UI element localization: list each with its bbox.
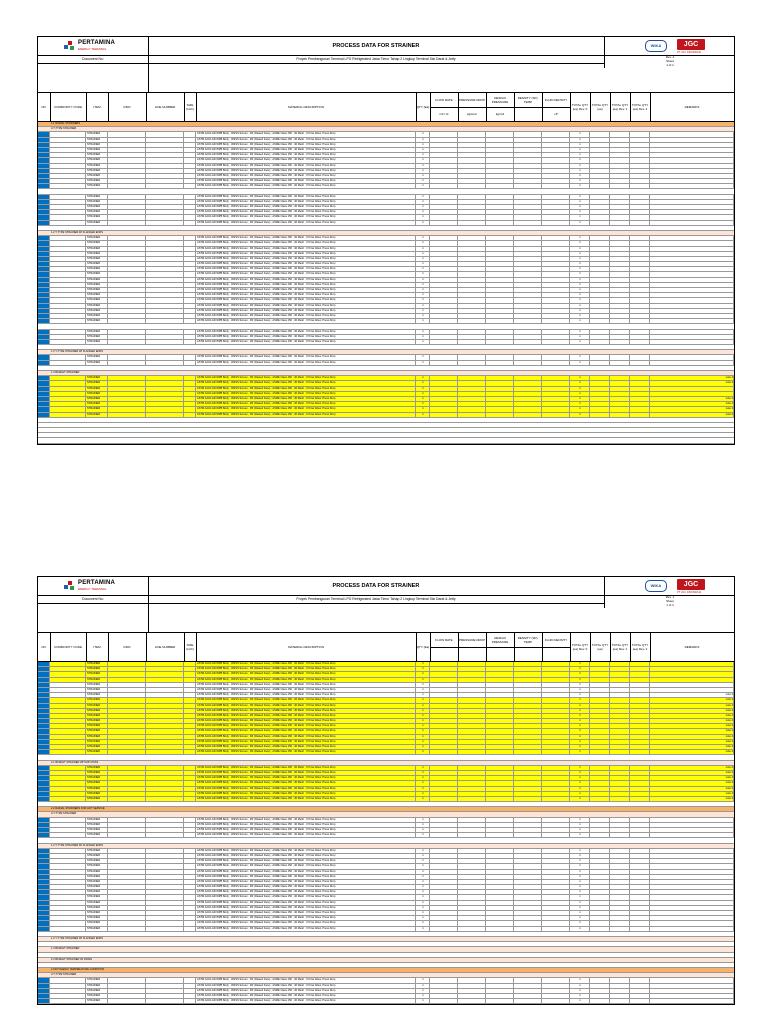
table-row: STRAINER ASTM A234-GR.WPB Body ; 304SS Screen ; RF (Raised Face) ; ASME Class 150 ; 40 Mesh ; 0.5 bar Allow. Press Drop 1 1: [38, 361, 734, 366]
table-row: STRAINER ASTM A234-GR.WPB Body ; 304SS Screen ; RF (Raised Face) ; ASME Class 150 ; 40 Mesh ; 0.5 bar Allow. Press Drop 1 1: [38, 823, 734, 828]
section-label: 2.1 BASKET STRAINER WITH BY-PASS: [51, 760, 99, 764]
table-row: STRAINER ASTM A234-GR.WPB Body ; 304SS Screen ; RF (Raised Face) ; ASME Class 150 ; 40 Mesh ; 0.5 bar Allow. Press Drop 1 1 note 4: [38, 787, 734, 792]
table-row: STRAINER ASTM A234-GR.WPB Body ; 304SS Screen ; RF (Raised Face) ; ASME Class 150 ; 40 Mesh ; 0.5 bar Allow. Press Drop 1 1 note 4: [38, 729, 734, 734]
table-row: STRAINER ASTM A234-GR.WPB Body ; 304SS Screen ; RF (Raised Face) ; ASME Class 150 ; 40 Mesh ; 0.5 bar Allow. Press Drop 1 1: [38, 200, 734, 205]
section-label: 1.3 Y-TYPE STRAINER W/ FLANGED ENDS: [51, 350, 104, 354]
table-row: STRAINER ASTM A234-GR.WPB Body ; 304SS Screen ; RF (Raised Face) ; ASME Class 150 ; 40 Mesh ; 0.5 bar Allow. Press Drop 1 1: [38, 392, 734, 397]
table-row: STRAINER ASTM A234-GR.WPB Body ; 304SS Screen ; RF (Raised Face) ; ASME Class 150 ; 40 Mesh ; 0.5 bar Allow. Press Drop 1 1 note 4: [38, 781, 734, 786]
table-row: STRAINER ASTM A234-GR.WPB Body ; 304SS Screen ; RF (Raised Face) ; ASME Class 150 ; 40 Mesh ; 0.5 bar Allow. Press Drop 1 1: [38, 215, 734, 220]
table-row: STRAINER ASTM A234-GR.WPB Body ; 304SS Screen ; RF (Raised Face) ; ASME Class 150 ; 40 Mesh ; 0.5 bar Allow. Press Drop 1 1: [38, 870, 734, 875]
table-row: STRAINER ASTM A234-GR.WPB Body ; 304SS Screen ; RF (Raised Face) ; ASME Class 150 ; 40 Mesh ; 0.5 bar Allow. Press Drop 1 1 note 4: [38, 397, 734, 402]
table-row: STRAINER ASTM A234-GR.WPB Body ; 304SS Screen ; RF (Raised Face) ; ASME Class 150 ; 40 Mesh ; 0.5 bar Allow. Press Drop 1 1: [38, 164, 734, 169]
section-row: [38, 958, 734, 963]
jgc-logo: JGC: [677, 579, 705, 590]
jgc-sub: PT JGC INDONESIA: [677, 51, 702, 54]
table-row: STRAINER ASTM A234-GR.WPB Body ; 304SS Screen ; RF (Raised Face) ; ASME Class 150 ; 40 Mesh ; 0.5 bar Allow. Press Drop 1 1: [38, 283, 734, 288]
section-label: 1.4 BASKET STRAINER: [51, 371, 80, 374]
partner-logos: [604, 577, 735, 596]
table-row: STRAINER ASTM A234-GR.WPB Body ; 304SS Screen ; RF (Raised Face) ; ASME Class 150 ; 40 Mesh ; 0.5 bar Allow. Press Drop 1 1: [38, 994, 734, 999]
project-name: Proyek Pembangunan Terminal LPG Refrigerated Jawa Timur Tahap 2 Lingkup Terminal Sisi Darat & Jetty: [148, 595, 604, 604]
company-sub: ENERGY TERMINAL: [78, 47, 107, 51]
pertamina-mark-icon: [64, 41, 74, 51]
table-row: STRAINER ASTM A234-GR.WPB Body ; 304SS Screen ; RF (Raised Face) ; ASME Class 150 ; 40 Mesh ; 0.5 bar Allow. Press Drop 1 1: [38, 262, 734, 267]
table-row: STRAINER ASTM A234-GR.WPB Body ; 304SS Screen ; RF (Raised Face) ; ASME Class 150 ; 40 Mesh ; 0.5 bar Allow. Press Drop 1 1: [38, 864, 734, 869]
table-row: STRAINER ASTM A234-GR.WPB Body ; 304SS Screen ; RF (Raised Face) ; ASME Class 150 ; 40 Mesh ; 0.5 bar Allow. Press Drop 1 1: [38, 818, 734, 823]
table-row: STRAINER ASTM A234-GR.WPB Body ; 304SS Screen ; RF (Raised Face) ; ASME Class 150 ; 40 Mesh ; 0.5 bar Allow. Press Drop 1 1: [38, 921, 734, 926]
table-row: STRAINER ASTM A234-GR.WPB Body ; 304SS Screen ; RF (Raised Face) ; ASME Class 150 ; 40 Mesh ; 0.5 bar Allow. Press Drop 1 1: [38, 153, 734, 158]
table-row: STRAINER ASTM A234-GR.WPB Body ; 304SS Screen ; RF (Raised Face) ; ASME Class 150 ; 40 Mesh ; 0.5 bar Allow. Press Drop 1 1 note 4: [38, 792, 734, 797]
table-row: STRAINER ASTM A234-GR.WPB Body ; 304SS Screen ; RF (Raised Face) ; ASME Class 150 ; 40 Mesh ; 0.5 bar Allow. Press Drop 1 1: [38, 927, 734, 932]
table-row: STRAINER ASTM A234-GR.WPB Body ; 304SS Screen ; RF (Raised Face) ; ASME Class 150 ; 40 Mesh ; 0.5 bar Allow. Press Drop 1 1 note 4: [38, 704, 734, 709]
table-row: STRAINER ASTM A234-GR.WPB Body ; 304SS Screen ; RF (Raised Face) ; ASME Class 150 ; 40 Mesh ; 0.5 bar Allow. Press Drop 1 1: [38, 916, 734, 921]
table-row: STRAINER ASTM A234-GR.WPB Body ; 304SS Screen ; RF (Raised Face) ; ASME Class 150 ; 40 Mesh ; 0.5 bar Allow. Press Drop 1 1: [38, 148, 734, 153]
table-row: STRAINER ASTM A234-GR.WPB Body ; 304SS Screen ; RF (Raised Face) ; ASME Class 150 ; 40 Mesh ; 0.5 bar Allow. Press Drop 1 1: [38, 906, 734, 911]
pertamina-logo: [38, 37, 149, 56]
table-row: STRAINER ASTM A234-GR.WPB Body ; 304SS Screen ; RF (Raised Face) ; ASME Class 150 ; 40 Mesh ; 0.5 bar Allow. Press Drop 1 1: [38, 257, 734, 262]
section-label: 3 CRYOGENIC TEMPERATURE CONDITION: [51, 968, 105, 972]
table-row: STRAINER ASTM A234-GR.WPB Body ; 304SS Screen ; RF (Raised Face) ; ASME Class 150 ; 40 Mesh ; 0.5 bar Allow. Press Drop 1 1: [38, 984, 734, 989]
table-row: STRAINER ASTM A234-GR.WPB Body ; 304SS Screen ; RF (Raised Face) ; ASME Class 150 ; 40 Mesh ; 0.5 bar Allow. Press Drop 1 1 note 4: [38, 413, 734, 418]
table-row: STRAINER ASTM A234-GR.WPB Body ; 304SS Screen ; RF (Raised Face) ; ASME Class 150 ; 40 Mesh ; 0.5 bar Allow. Press Drop 1 1: [38, 205, 734, 210]
table-row: STRAINER ASTM A234-GR.WPB Body ; 304SS Screen ; RF (Raised Face) ; ASME Class 150 ; 40 Mesh ; 0.5 bar Allow. Press Drop 1 1 note 4: [38, 745, 734, 750]
section-label: A T-TYPE STRAINER: [51, 812, 77, 816]
table-row: STRAINER ASTM A234-GR.WPB Body ; 304SS Screen ; RF (Raised Face) ; ASME Class 150 ; 40 Mesh ; 0.5 bar Allow. Press Drop 1 1: [38, 132, 734, 137]
table-row: STRAINER ASTM A234-GR.WPB Body ; 304SS Screen ; RF (Raised Face) ; ASME Class 150 ; 40 Mesh ; 0.5 bar Allow. Press Drop 1 1: [38, 849, 734, 854]
table-row: STRAINER ASTM A234-GR.WPB Body ; 304SS Screen ; RF (Raised Face) ; ASME Class 150 ; 40 Mesh ; 0.5 bar Allow. Press Drop 1 1 note 4: [38, 750, 734, 755]
sheet-2: [37, 576, 735, 1005]
table-row: STRAINER ASTM A234-GR.WPB Body ; 304SS Screen ; RF (Raised Face) ; ASME Class 150 ; 40 Mesh ; 0.5 bar Allow. Press Drop 1 1: [38, 667, 734, 672]
table-row: STRAINER ASTM A234-GR.WPB Body ; 304SS Screen ; RF (Raised Face) ; ASME Class 150 ; 40 Mesh ; 0.5 bar Allow. Press Drop 1 1 note 4: [38, 698, 734, 703]
table-row: STRAINER ASTM A234-GR.WPB Body ; 304SS Screen ; RF (Raised Face) ; ASME Class 150 ; 40 Mesh ; 0.5 bar Allow. Press Drop 1 1 note 4: [38, 797, 734, 802]
company-name: PERTAMINA: [78, 40, 116, 46]
table-row: STRAINER ASTM A234-GR.WPB Body ; 304SS Screen ; RF (Raised Face) ; ASME Class 150 ; 40 Mesh ; 0.5 bar Allow. Press Drop 1 1: [38, 267, 734, 272]
table-row: STRAINER ASTM A234-GR.WPB Body ; 304SS Screen ; RF (Raised Face) ; ASME Class 150 ; 40 Mesh ; 0.5 bar Allow. Press Drop 1 1: [38, 678, 734, 683]
column-header: NO. COMMODITY CODE ITEM P&ID LINE NUMBER SIZE (Inch) MATERIAL DESCRIPTION QTY (Ea) FLOW RATE PRESSURE DROP DESIGN PRESSURE DENSITY (SP), TEMP FLUID DENSITY TOTAL QTY (ea) Rev. 0 TOTAL QTY (ea) TOTAL QTY (ea) Rev. 1 TOTAL QTY (ea) Rev. 2 REMARKS: [38, 633, 734, 662]
table-row: STRAINER ASTM A234-GR.WPB Body ; 304SS Screen ; RF (Raised Face) ; ASME Class 150 ; 40 Mesh ; 0.5 bar Allow. Press Drop 1 1: [38, 210, 734, 215]
section-label: 1.4 BASKET STRAINER: [51, 947, 80, 951]
table-row: STRAINER ASTM A234-GR.WPB Body ; 304SS Screen ; RF (Raised Face) ; ASME Class 150 ; 40 Mesh ; 0.5 bar Allow. Press Drop 1 1: [38, 221, 734, 226]
sheet-1: [37, 36, 735, 445]
table-row: STRAINER ASTM A234-GR.WPB Body ; 304SS Screen ; RF (Raised Face) ; ASME Class 150 ; 40 Mesh ; 0.5 bar Allow. Press Drop 1 1: [38, 901, 734, 906]
section-label: A T-TYPE STRAINER: [51, 127, 77, 131]
table-row: STRAINER ASTM A234-GR.WPB Body ; 304SS Screen ; RF (Raised Face) ; ASME Class 150 ; 40 Mesh ; 0.5 bar Allow. Press Drop 1 1: [38, 335, 734, 340]
table-row: STRAINER ASTM A234-GR.WPB Body ; 304SS Screen ; RF (Raised Face) ; ASME Class 150 ; 40 Mesh ; 0.5 bar Allow. Press Drop 1 1: [38, 683, 734, 688]
table-row: STRAINER ASTM A234-GR.WPB Body ; 304SS Screen ; RF (Raised Face) ; ASME Class 150 ; 40 Mesh ; 0.5 bar Allow. Press Drop 1 1: [38, 999, 734, 1004]
pertamina-logo: [38, 577, 149, 596]
table-row: STRAINER ASTM A234-GR.WPB Body ; 304SS Screen ; RF (Raised Face) ; ASME Class 150 ; 40 Mesh ; 0.5 bar Allow. Press Drop 1 1: [38, 272, 734, 277]
table-row: STRAINER ASTM A234-GR.WPB Body ; 304SS Screen ; RF (Raised Face) ; ASME Class 150 ; 40 Mesh ; 0.5 bar Allow. Press Drop 1 1: [38, 252, 734, 257]
table-row: STRAINER ASTM A234-GR.WPB Body ; 304SS Screen ; RF (Raised Face) ; ASME Class 150 ; 40 Mesh ; 0.5 bar Allow. Press Drop 1 1: [38, 143, 734, 148]
table-row: STRAINER ASTM A234-GR.WPB Body ; 304SS Screen ; RF (Raised Face) ; ASME Class 150 ; 40 Mesh ; 0.5 bar Allow. Press Drop 1 1: [38, 885, 734, 890]
table-row: STRAINER ASTM A234-GR.WPB Body ; 304SS Screen ; RF (Raised Face) ; ASME Class 150 ; 40 Mesh ; 0.5 bar Allow. Press Drop 1 1: [38, 355, 734, 360]
table-row: STRAINER ASTM A234-GR.WPB Body ; 304SS Screen ; RF (Raised Face) ; ASME Class 150 ; 40 Mesh ; 0.5 bar Allow. Press Drop 1 1 note 4: [38, 693, 734, 698]
sheet-header: [38, 577, 734, 633]
table-row: STRAINER ASTM A234-GR.WPB Body ; 304SS Screen ; RF (Raised Face) ; ASME Class 150 ; 40 Mesh ; 0.5 bar Allow. Press Drop 1 1: [38, 340, 734, 345]
section-row: [38, 947, 734, 952]
table-row: STRAINER ASTM A234-GR.WPB Body ; 304SS Screen ; RF (Raised Face) ; ASME Class 150 ; 40 Mesh ; 0.5 bar Allow. Press Drop 1 1 note 4: [38, 776, 734, 781]
table-row: STRAINER ASTM A234-GR.WPB Body ; 304SS Screen ; RF (Raised Face) ; ASME Class 150 ; 40 Mesh ; 0.5 bar Allow. Press Drop 1 1: [38, 854, 734, 859]
table-row: STRAINER ASTM A234-GR.WPB Body ; 304SS Screen ; RF (Raised Face) ; ASME Class 150 ; 40 Mesh ; 0.5 bar Allow. Press Drop 1 1: [38, 314, 734, 319]
document-no-label: Document No:: [38, 55, 149, 64]
table-row: STRAINER ASTM A234-GR.WPB Body ; 304SS Screen ; RF (Raised Face) ; ASME Class 150 ; 40 Mesh ; 0.5 bar Allow. Press Drop 1 1: [38, 138, 734, 143]
table-row: STRAINER ASTM A234-GR.WPB Body ; 304SS Screen ; RF (Raised Face) ; ASME Class 150 ; 40 Mesh ; 0.5 bar Allow. Press Drop 1 1 note 4: [38, 771, 734, 776]
table-body-2: [38, 662, 734, 1004]
revision-box: Rev. 1 Sheet 1 of 1: [604, 55, 735, 68]
jgc-logo: JGC: [677, 39, 705, 50]
table-row: STRAINER ASTM A234-GR.WPB Body ; 304SS Screen ; RF (Raised Face) ; ASME Class 150 ; 40 Mesh ; 0.5 bar Allow. Press Drop 1 1: [38, 247, 734, 252]
table-row: STRAINER ASTM A234-GR.WPB Body ; 304SS Screen ; RF (Raised Face) ; ASME Class 150 ; 40 Mesh ; 0.5 bar Allow. Press Drop 1 1: [38, 688, 734, 693]
table-row: STRAINER ASTM A234-GR.WPB Body ; 304SS Screen ; RF (Raised Face) ; ASME Class 150 ; 40 Mesh ; 0.5 bar Allow. Press Drop 1 1 note 4: [38, 719, 734, 724]
partner-logos: [604, 37, 735, 56]
table-row: STRAINER ASTM A234-GR.WPB Body ; 304SS Screen ; RF (Raised Face) ; ASME Class 150 ; 40 Mesh ; 0.5 bar Allow. Press Drop 1 1 note 4: [38, 740, 734, 745]
table-row: STRAINER ASTM A234-GR.WPB Body ; 304SS Screen ; RF (Raised Face) ; ASME Class 150 ; 40 Mesh ; 0.5 bar Allow. Press Drop 1 1: [38, 330, 734, 335]
section-label: 2.3 BASKET STRAINER W/ DRAIN: [51, 957, 93, 961]
table-row: STRAINER ASTM A234-GR.WPB Body ; 304SS Screen ; RF (Raised Face) ; ASME Class 150 ; 40 Mesh ; 0.5 bar Allow. Press Drop 1 1: [38, 174, 734, 179]
table-row: STRAINER ASTM A234-GR.WPB Body ; 304SS Screen ; RF (Raised Face) ; ASME Class 150 ; 40 Mesh ; 0.5 bar Allow. Press Drop 1 1: [38, 833, 734, 838]
table-row: STRAINER ASTM A234-GR.WPB Body ; 304SS Screen ; RF (Raised Face) ; ASME Class 150 ; 40 Mesh ; 0.5 bar Allow. Press Drop 1 1: [38, 828, 734, 833]
revision-box: Rev. 1 Sheet 1 of 1: [604, 595, 735, 608]
table-row: STRAINER ASTM A234-GR.WPB Body ; 304SS Screen ; RF (Raised Face) ; ASME Class 150 ; 40 Mesh ; 0.5 bar Allow. Press Drop 1 1: [38, 875, 734, 880]
table-row: STRAINER ASTM A234-GR.WPB Body ; 304SS Screen ; RF (Raised Face) ; ASME Class 150 ; 40 Mesh ; 0.5 bar Allow. Press Drop 1 1: [38, 859, 734, 864]
table-row: STRAINER ASTM A234-GR.WPB Body ; 304SS Screen ; RF (Raised Face) ; ASME Class 150 ; 40 Mesh ; 0.5 bar Allow. Press Drop 1 1: [38, 169, 734, 174]
table-row: STRAINER ASTM A234-GR.WPB Body ; 304SS Screen ; RF (Raised Face) ; ASME Class 150 ; 40 Mesh ; 0.5 bar Allow. Press Drop 1 1: [38, 184, 734, 189]
column-header: NO. COMMODITY CODE ITEM P&ID LINE NUMBER SIZE (Inch) MATERIAL DESCRIPTION QTY (Ea) FLOW RATE PRESSURE DROP DESIGN PRESSURE DENSITY (SP), TEMP FLUID DENSITY m3 / hr kg/cm2 kg/m3 cP TOTAL QTY (ea) Rev. 0 TOTAL QTY (ea) TOTAL QTY (ea) Rev. 1 TOTAL QTY (ea) Rev. 2 REMARKS: [38, 93, 734, 122]
table-row: STRAINER ASTM A234-GR.WPB Body ; 304SS Screen ; RF (Raised Face) ; ASME Class 150 ; 40 Mesh ; 0.5 bar Allow. Press Drop 1 1: [38, 672, 734, 677]
table-row: STRAINER ASTM A234-GR.WPB Body ; 304SS Screen ; RF (Raised Face) ; ASME Class 150 ; 40 Mesh ; 0.5 bar Allow. Press Drop 1 1: [38, 195, 734, 200]
table-row: STRAINER ASTM A234-GR.WPB Body ; 304SS Screen ; RF (Raised Face) ; ASME Class 150 ; 40 Mesh ; 0.5 bar Allow. Press Drop 1 1: [38, 158, 734, 163]
table-row: STRAINER ASTM A234-GR.WPB Body ; 304SS Screen ; RF (Raised Face) ; ASME Class 150 ; 40 Mesh ; 0.5 bar Allow. Press Drop 1 1: [38, 895, 734, 900]
section-label: A T-TYPE STRAINER: [51, 973, 77, 977]
section-label: 1.3 Y-TYPE STRAINER W/ FLANGED ENDS: [51, 936, 104, 940]
table-row: STRAINER ASTM A234-GR.WPB Body ; 304SS Screen ; RF (Raised Face) ; ASME Class 150 ; 40 Mesh ; 0.5 bar Allow. Press Drop 1 1: [38, 179, 734, 184]
project-name: Proyek Pembangunan Terminal LPG Refrigerated Jawa Timur Tahap 2 Lingkup Terminal Sisi Darat & Jetty: [148, 55, 604, 64]
document-no-label: Document No:: [38, 595, 149, 604]
table-row: STRAINER ASTM A234-GR.WPB Body ; 304SS Screen ; RF (Raised Face) ; ASME Class 150 ; 40 Mesh ; 0.5 bar Allow. Press Drop 1 1: [38, 241, 734, 246]
table-row: STRAINER ASTM A234-GR.WPB Body ; 304SS Screen ; RF (Raised Face) ; ASME Class 150 ; 40 Mesh ; 0.5 bar Allow. Press Drop 1 1: [38, 989, 734, 994]
jgc-sub: PT JGC INDONESIA: [677, 591, 702, 594]
section-label: 1.2 T-TYPE STRAINER W/ FLANGED ENDS: [51, 843, 103, 847]
table-row: STRAINER ASTM A234-GR.WPB Body ; 304SS Screen ; RF (Raised Face) ; ASME Class 150 ; 40 Mesh ; 0.5 bar Allow. Press Drop 1 1 note 4: [38, 724, 734, 729]
section-label: 1.1 RADIAL STRAINERS: [51, 122, 81, 125]
table-row: STRAINER ASTM A234-GR.WPB Body ; 304SS Screen ; RF (Raised Face) ; ASME Class 150 ; 40 Mesh ; 0.5 bar Allow. Press Drop 1 1: [38, 911, 734, 916]
table-row: STRAINER ASTM A234-GR.WPB Body ; 304SS Screen ; RF (Raised Face) ; ASME Class 150 ; 40 Mesh ; 0.5 bar Allow. Press Drop 1 1: [38, 880, 734, 885]
sheet-header: [38, 37, 734, 93]
table-row: STRAINER ASTM A234-GR.WPB Body ; 304SS Screen ; RF (Raised Face) ; ASME Class 150 ; 40 Mesh ; 0.5 bar Allow. Press Drop 1 1: [38, 298, 734, 303]
table-row: STRAINER ASTM A234-GR.WPB Body ; 304SS Screen ; RF (Raised Face) ; ASME Class 150 ; 40 Mesh ; 0.5 bar Allow. Press Drop 1 1 note 4: [38, 402, 734, 407]
table-row: STRAINER ASTM A234-GR.WPB Body ; 304SS Screen ; RF (Raised Face) ; ASME Class 150 ; 40 Mesh ; 0.5 bar Allow. Press Drop 1 1 note 4: [38, 407, 734, 412]
section-label: 2.2 RADIAL STRAINERS FOR HOT SERVICE: [51, 807, 105, 811]
company-sub: ENERGY TERMINAL: [78, 587, 107, 591]
table-row: STRAINER ASTM A234-GR.WPB Body ; 304SS Screen ; RF (Raised Face) ; ASME Class 150 ; 40 Mesh ; 0.5 bar Allow. Press Drop 1 1 note 4: [38, 735, 734, 740]
table-row: STRAINER ASTM A234-GR.WPB Body ; 304SS Screen ; RF (Raised Face) ; ASME Class 150 ; 40 Mesh ; 0.5 bar Allow. Press Drop 1 1: [38, 890, 734, 895]
section-row: [38, 937, 734, 942]
table-body-1: [38, 122, 734, 444]
table-row: STRAINER ASTM A234-GR.WPB Body ; 304SS Screen ; RF (Raised Face) ; ASME Class 150 ; 40 Mesh ; 0.5 bar Allow. Press Drop 1 1: [38, 304, 734, 309]
table-row: STRAINER ASTM A234-GR.WPB Body ; 304SS Screen ; RF (Raised Face) ; ASME Class 150 ; 40 Mesh ; 0.5 bar Allow. Press Drop 1 1 note 4: [38, 709, 734, 714]
table-row: STRAINER ASTM A234-GR.WPB Body ; 304SS Screen ; RF (Raised Face) ; ASME Class 150 ; 40 Mesh ; 0.5 bar Allow. Press Drop 1 1: [38, 319, 734, 324]
section-label: 1.2 T-TYPE STRAINER W/ FLANGED ENDS: [51, 230, 103, 234]
table-row: STRAINER ASTM A234-GR.WPB Body ; 304SS Screen ; RF (Raised Face) ; ASME Class 150 ; 40 Mesh ; 0.5 bar Allow. Press Drop 1 1 note 4: [38, 766, 734, 771]
table-row: STRAINER ASTM A234-GR.WPB Body ; 304SS Screen ; RF (Raised Face) ; ASME Class 150 ; 40 Mesh ; 0.5 bar Allow. Press Drop 1 1: [38, 236, 734, 241]
table-row: STRAINER ASTM A234-GR.WPB Body ; 304SS Screen ; RF (Raised Face) ; ASME Class 150 ; 40 Mesh ; 0.5 bar Allow. Press Drop 1 1: [38, 978, 734, 983]
company-name: PERTAMINA: [78, 580, 116, 586]
table-row: STRAINER ASTM A234-GR.WPB Body ; 304SS Screen ; RF (Raised Face) ; ASME Class 150 ; 40 Mesh ; 0.5 bar Allow. Press Drop 1 1 note 4: [38, 381, 734, 386]
table-row: STRAINER ASTM A234-GR.WPB Body ; 304SS Screen ; RF (Raised Face) ; ASME Class 150 ; 40 Mesh ; 0.5 bar Allow. Press Drop 1 1: [38, 662, 734, 667]
table-row: STRAINER ASTM A234-GR.WPB Body ; 304SS Screen ; RF (Raised Face) ; ASME Class 150 ; 40 Mesh ; 0.5 bar Allow. Press Drop 1 1 note 4: [38, 376, 734, 381]
pertamina-mark-icon: [64, 581, 74, 591]
table-row: STRAINER ASTM A234-GR.WPB Body ; 304SS Screen ; RF (Raised Face) ; ASME Class 150 ; 40 Mesh ; 0.5 bar Allow. Press Drop 1 1: [38, 288, 734, 293]
wika-logo: WIKA: [645, 580, 667, 592]
page-title: PROCESS DATA FOR STRAINER: [148, 577, 604, 596]
table-row: STRAINER ASTM A234-GR.WPB Body ; 304SS Screen ; RF (Raised Face) ; ASME Class 150 ; 40 Mesh ; 0.5 bar Allow. Press Drop 1 1: [38, 293, 734, 298]
table-row: STRAINER ASTM A234-GR.WPB Body ; 304SS Screen ; RF (Raised Face) ; ASME Class 150 ; 40 Mesh ; 0.5 bar Allow. Press Drop 1 1: [38, 278, 734, 283]
table-row: STRAINER ASTM A234-GR.WPB Body ; 304SS Screen ; RF (Raised Face) ; ASME Class 150 ; 40 Mesh ; 0.5 bar Allow. Press Drop 1 1: [38, 387, 734, 392]
page-title: PROCESS DATA FOR STRAINER: [148, 37, 604, 56]
table-row: STRAINER ASTM A234-GR.WPB Body ; 304SS Screen ; RF (Raised Face) ; ASME Class 150 ; 40 Mesh ; 0.5 bar Allow. Press Drop 1 1: [38, 309, 734, 314]
wika-logo: WIKA: [645, 40, 667, 52]
table-row: STRAINER ASTM A234-GR.WPB Body ; 304SS Screen ; RF (Raised Face) ; ASME Class 150 ; 40 Mesh ; 0.5 bar Allow. Press Drop 1 1 note 4: [38, 714, 734, 719]
